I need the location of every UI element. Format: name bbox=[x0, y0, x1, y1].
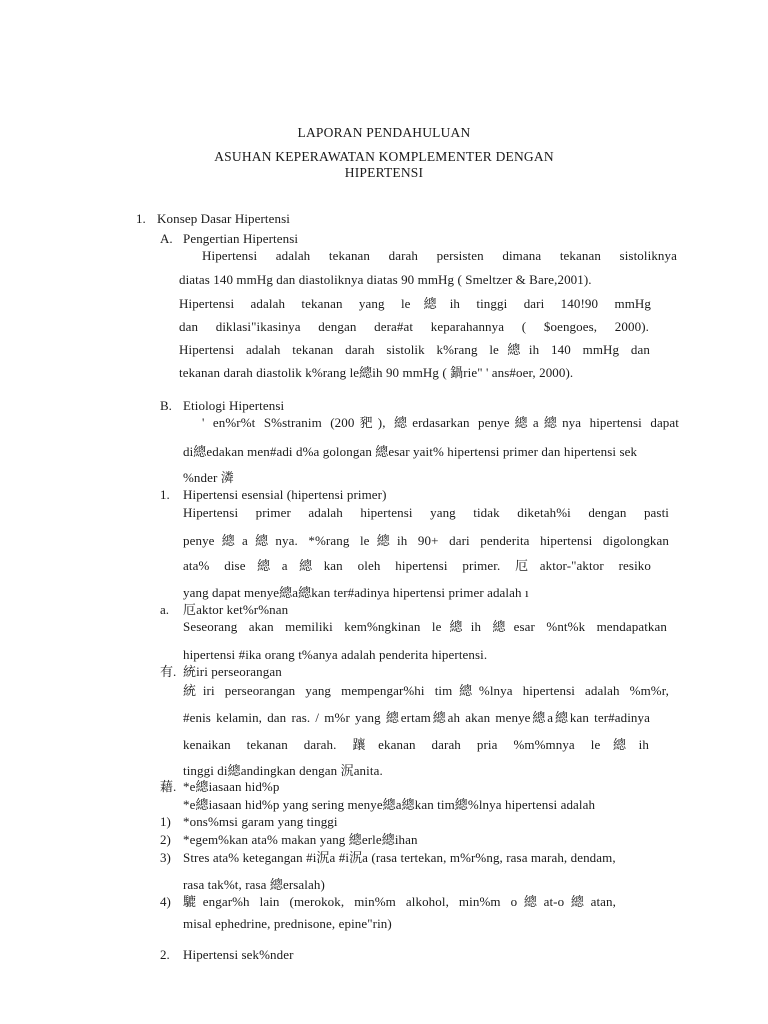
item-number: 2. bbox=[160, 947, 170, 962]
list-number: 2) bbox=[160, 832, 171, 847]
paragraph-line: yang dapat menye總a總kan ter#adinya hipertensi primer adalah ı bbox=[183, 585, 529, 600]
paragraph-line: #enis kelamin, dan ras. / m%r yang 總ertam總ah akan menye總a總kan ter#adinya bbox=[183, 710, 650, 725]
list-item: *ons%msi garam yang tinggi bbox=[183, 814, 338, 829]
subsection-b-letter: B. bbox=[160, 398, 172, 413]
paragraph-line: Hipertensi primer adalah hipertensi yang tidak diketah%i dengan pasti bbox=[183, 505, 669, 520]
item-heading: 厄aktor ket%r%nan bbox=[183, 602, 289, 617]
subsection-a-heading: Pengertian Hipertensi bbox=[183, 231, 299, 246]
section-number: 1. bbox=[136, 211, 146, 226]
paragraph-line: penye總a總nya. *%rang le總ih 90+ dari penderita hipertensi digolongkan bbox=[183, 533, 669, 548]
list-item: Stres ata% ketegangan #i泦a #i泦a (rasa tertekan, m%r%ng, rasa marah, dendam, bbox=[183, 850, 616, 865]
paragraph-line: kenaikan tekanan darah. 躟ekanan darah pria %m%mnya le總ih bbox=[183, 737, 649, 752]
paragraph-line: tekanan darah diastolik k%rang le總ih 90 mmHg ( 鍋rie" ' ans#oer, 2000). bbox=[179, 365, 574, 380]
title-hipertensi: HIPERTENSI bbox=[344, 165, 424, 180]
subsection-a-letter: A. bbox=[160, 231, 173, 246]
list-number: 4) bbox=[160, 894, 171, 909]
paragraph-line: Hipertensi adalah tekanan darah persisten dimana tekanan sistoliknya bbox=[202, 248, 677, 263]
paragraph-line: di總edakan men#adi d%a golongan 總esar yait% hipertensi primer dan hipertensi sek bbox=[183, 444, 638, 459]
list-item: *egem%kan ata% makan yang 總erle總ihan bbox=[183, 832, 418, 847]
item-heading: 統iri perseorangan bbox=[183, 664, 282, 679]
paragraph-line: ata% dise總a總kan oleh hipertensi primer. 厄aktor-"aktor resiko bbox=[183, 558, 651, 573]
paragraph-line: *e總iasaan hid%p yang sering menye總a總kan tim總%lnya hipertensi adalah bbox=[183, 797, 596, 812]
item-heading: Hipertensi esensial (hipertensi primer) bbox=[183, 487, 387, 502]
paragraph-line: Hipertensi adalah tekanan darah sistolik k%rang le總ih 140 mmHg dan bbox=[179, 342, 650, 357]
title-laporan: LAPORAN PENDAHULUAN bbox=[297, 125, 471, 140]
paragraph-line: ' en%r%t S%stranim (200豝), 總erdasarkan penye總a總nya hipertensi dapat bbox=[202, 415, 679, 430]
list-number: 3) bbox=[160, 850, 171, 865]
section-heading: Konsep Dasar Hipertensi bbox=[157, 211, 290, 226]
paragraph-line: dan diklasi"ikasinya dengan dera#at keparahannya ( $oengoes, 2000). bbox=[179, 319, 649, 334]
paragraph-line: 統iri perseorangan yang mempengar%hi tim總%lnya hipertensi adalah %m%r, bbox=[183, 683, 669, 698]
list-item-continued: misal ephedrine, prednisone, epine"rin) bbox=[183, 916, 392, 931]
list-number: 1) bbox=[160, 814, 171, 829]
item-heading: *e總iasaan hid%p bbox=[183, 779, 280, 794]
list-item: 騼engar%h lain (merokok, min%m alkohol, min%m o總at-o總atan, bbox=[183, 894, 616, 909]
title-asuhan: ASUHAN KEPERAWATAN KOMPLEMENTER DENGAN bbox=[214, 149, 554, 164]
paragraph-line: Seseorang akan memiliki kem%ngkinan le總ih 總esar %nt%k mendapatkan bbox=[183, 619, 667, 634]
item-letter: a. bbox=[160, 602, 170, 617]
item-heading: Hipertensi sek%nder bbox=[183, 947, 294, 962]
paragraph-line: Hipertensi adalah tekanan yang le總ih tinggi dari 140!90 mmHg bbox=[179, 296, 651, 311]
subsection-b-heading: Etiologi Hipertensi bbox=[183, 398, 285, 413]
item-letter: 有. bbox=[160, 664, 177, 679]
item-number: 1. bbox=[160, 487, 170, 502]
paragraph-line: tinggi di總andingkan dengan 泦anita. bbox=[183, 763, 383, 778]
list-item-continued: rasa tak%t, rasa 總ersalah) bbox=[183, 877, 325, 892]
paragraph-line: %nder 潾 bbox=[183, 470, 234, 485]
item-letter: 藉. bbox=[160, 779, 177, 794]
paragraph-line: hipertensi #ika orang t%anya adalah penderita hipertensi. bbox=[183, 647, 488, 662]
paragraph-line: diatas 140 mmHg dan diastoliknya diatas 90 mmHg ( Smeltzer & Bare,2001). bbox=[179, 272, 592, 287]
